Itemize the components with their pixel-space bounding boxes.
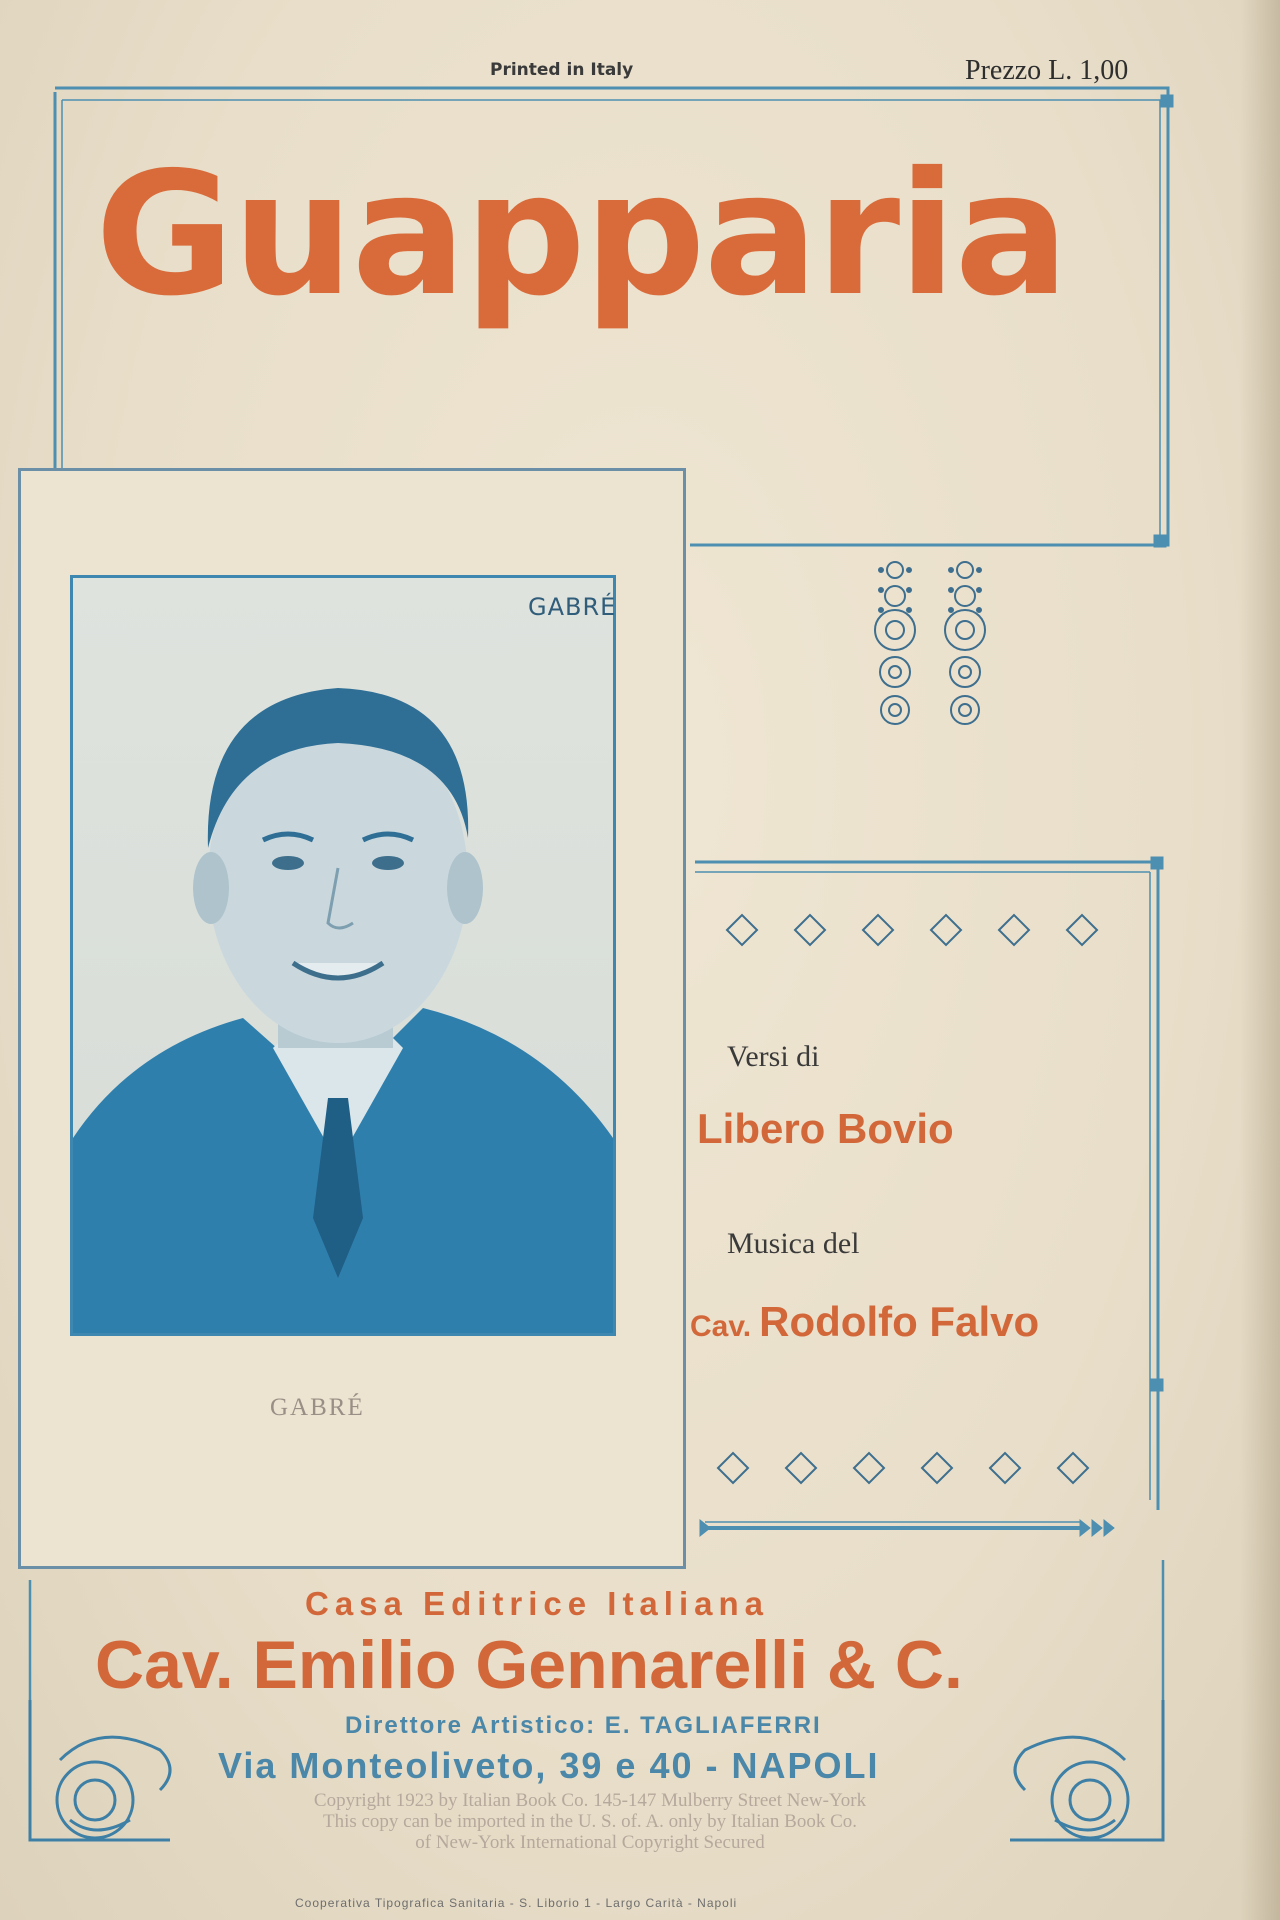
song-title: Guapparia [95,136,1068,334]
composer-name: Rodolfo Falvo [759,1298,1040,1345]
rose-ornament [875,562,985,724]
copyright-line: Copyright 1923 by Italian Book Co. 145-147 Mulberry Street New-York [313,1790,867,1811]
diamond-row-top [727,915,1097,945]
right-credits-frame [695,858,1162,1510]
composer-prefix: Cav. [690,1310,752,1343]
price-label: Prezzo L. 1,00 [965,55,1129,86]
corner-ornament-left [30,1700,170,1840]
printer-credit: Cooperativa Tipografica Sanitaria - S. Liborio 1 - Largo Carità - Napoli [295,1896,738,1910]
arrow-ornament [700,1520,1114,1536]
diamond-row-bottom [718,1453,1088,1483]
portrait-caption: GABRÉ [270,1394,365,1421]
corner-ornament-right [1010,1700,1163,1840]
copyright-notice [190,1790,990,1853]
printed-in-italy: Printed in Italy [490,60,634,80]
lyricist-name: Libero Bovio [697,1105,954,1152]
composer-line [690,1298,1039,1346]
publisher-house: Casa Editrice Italiana [305,1585,769,1622]
artistic-director: Direttore Artistico: E. TAGLIAFERRI [345,1712,822,1739]
portrait-photo [70,575,616,1336]
lyrics-label: Versi di [727,1040,820,1073]
publisher-address: Via Monteoliveto, 39 e 40 - NAPOLI [218,1745,880,1786]
copyright-line: This copy can be imported in the U. S. of. A. only by Italian Book Co. [322,1811,858,1832]
artist-signature: GABRÉ [528,593,617,621]
publisher-name: Cav. Emilio Gennarelli & C. [95,1627,963,1703]
copyright-line: of New-York International Copyright Secured [415,1832,765,1853]
singer-portrait-illustration [73,578,613,1333]
music-label: Musica del [727,1227,860,1260]
